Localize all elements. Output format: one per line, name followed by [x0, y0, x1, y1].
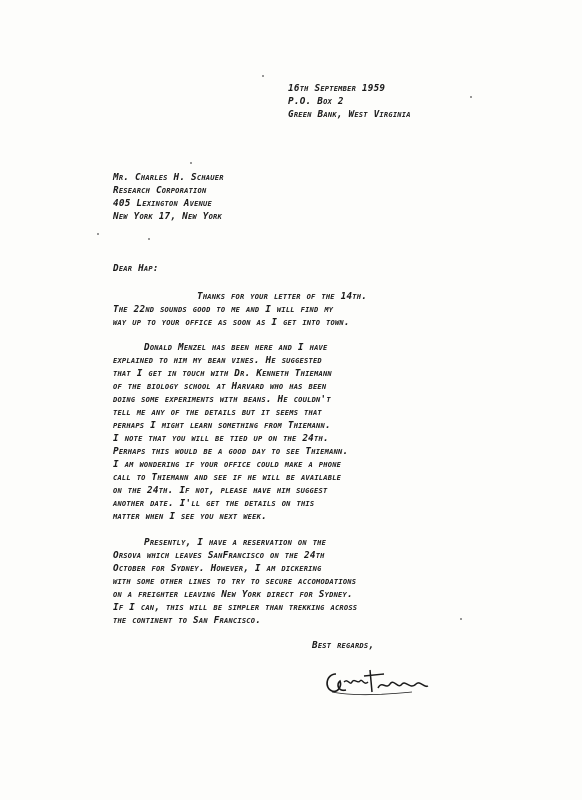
paragraph-line: I am wondering if your office could make a phone	[113, 459, 342, 470]
paragraph-line: Orsova which leaves SanFrancisco on the 24th	[113, 550, 325, 561]
paragraph-line: that I get in touch with Dr. Kenneth Thiemann	[113, 368, 332, 379]
recipient-city: New York 17, New York	[113, 211, 222, 222]
paragraph-line: Thanks for your letter of the 14th.	[197, 291, 368, 302]
paragraph-line: on the 24th. If not, please have him suggest	[113, 485, 328, 496]
paragraph-line: another date. I'll get the details on this	[113, 498, 315, 509]
paragraph-line: October for Sydney. However, I am dickering	[113, 563, 322, 574]
paragraph-line: perhaps I might learn something from Thiemann.	[113, 420, 331, 431]
paragraph-line: call to Thiemann and see if he will be available	[113, 472, 342, 483]
paragraph-line: explained to him my bean vines. He suggested	[113, 355, 322, 366]
sender-city: Green Bank, West Virginia	[288, 109, 411, 120]
paragraph-line: doing some experiments with beans. He couldn't	[113, 394, 331, 405]
recipient-name: Mr. Charles H. Schauer	[113, 172, 224, 183]
closing: Best regards,	[312, 640, 375, 651]
paragraph-line: I note that you will be tied up on the 24th.	[113, 433, 329, 444]
paragraph-line: Presently, I have a reservation on the	[144, 537, 327, 548]
scan-speck	[262, 75, 264, 77]
scan-speck	[97, 233, 99, 235]
paragraph-line: The 22nd sounds good to me and I will find my	[113, 304, 334, 315]
paragraph-line: Perhaps this would be a good day to see Thiemann.	[113, 446, 349, 457]
recipient-street: 405 Lexington Avenue	[113, 198, 212, 209]
paragraph-line: on a freighter leaving New York direct for Sydney.	[113, 589, 353, 600]
paragraph-line: Donald Menzel has been here and I have	[144, 342, 328, 353]
paragraph-line: with some other lines to try to secure accomodations	[113, 576, 357, 587]
salutation: Dear Hap:	[113, 263, 159, 274]
recipient-organization: Research Corporation	[113, 185, 207, 196]
paragraph-line: of the biology school at Harvard who has been	[113, 381, 327, 392]
scan-speck	[148, 238, 150, 240]
handwritten-signature	[322, 664, 432, 698]
letter-date: 16th September 1959	[288, 83, 386, 94]
paragraph-line: way up to your office as soon as I get into town.	[113, 317, 350, 328]
paragraph-line: tell me any of the details but it seems that	[113, 407, 322, 418]
scan-speck	[470, 96, 472, 98]
paragraph-line: the continent to San Francisco.	[113, 615, 262, 626]
paragraph-line: matter when I see you next week.	[113, 511, 267, 522]
scan-speck	[460, 618, 462, 620]
sender-po-box: P.O. Box 2	[288, 96, 344, 107]
paragraph-line: If I can, this will be simpler than trekking across	[113, 602, 358, 613]
scan-speck	[190, 162, 192, 164]
